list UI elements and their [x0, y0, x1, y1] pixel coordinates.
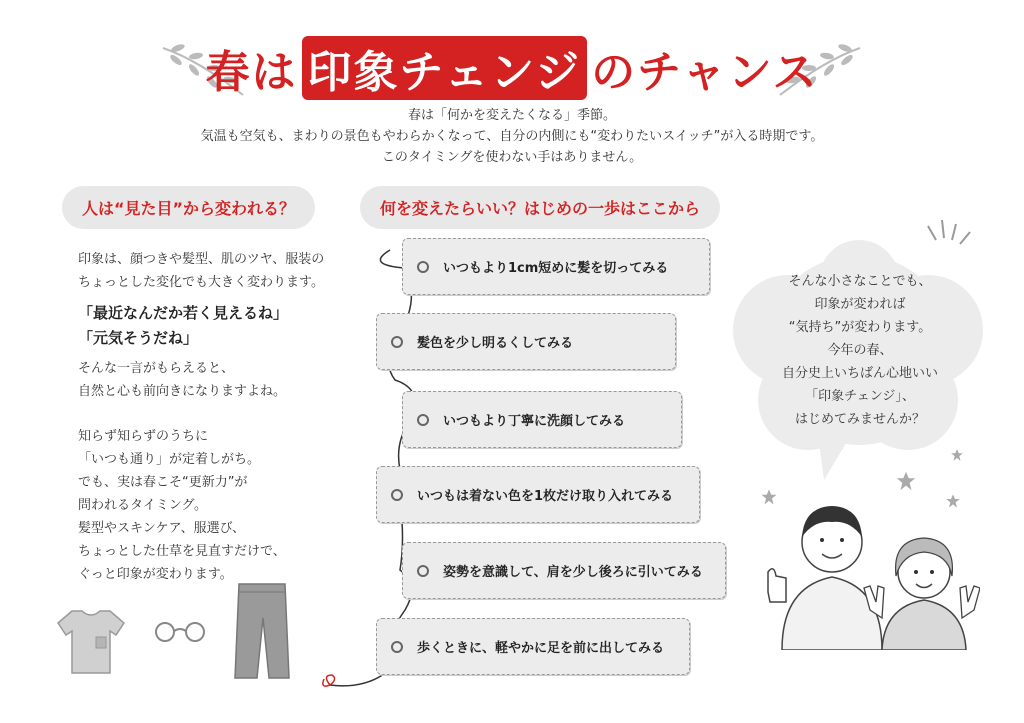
- title-part2: のチャンス: [591, 47, 819, 98]
- glasses-icon: [150, 620, 210, 645]
- people-illustration: [752, 492, 980, 650]
- step-text: 髪色を少し明るくしてみる: [417, 336, 574, 351]
- left-paragraph-1a: 印象は、顔つきや髪型、肌のツヤ、服装の: [78, 252, 325, 267]
- step-text: 歩くときに、軽やかに足を前に出してみる: [417, 641, 665, 656]
- tag-hole-icon: [391, 641, 403, 653]
- left-paragraph-1b: ちょっとした変化でも大きく変わります。: [78, 275, 324, 290]
- tag-hole-icon: [391, 336, 403, 348]
- sparkle-icon: [920, 218, 980, 248]
- intro-line-3: このタイミングを使わない手はありません。: [381, 150, 643, 165]
- tshirt-icon: [50, 605, 130, 680]
- left-p3-line: ちょっとした仕草を見直すだけで、: [78, 544, 286, 559]
- star-icon: [895, 470, 917, 492]
- title-highlight: 印象チェンジ: [302, 36, 588, 100]
- star-icon: [950, 448, 964, 462]
- tag-hole-icon: [391, 489, 403, 501]
- title-part1: 春は: [205, 47, 298, 98]
- cloud-message: [760, 270, 960, 431]
- left-paragraph-3: [78, 425, 348, 586]
- step-tag: [376, 313, 676, 370]
- quote-1: 「最近なんだか若く見えるね」: [78, 304, 289, 322]
- cloud-line: “気持ち”が変わります。: [788, 320, 932, 335]
- cloud-line: 「印象チェンジ」、: [805, 389, 915, 404]
- step-text: いつもより1cm短めに髪を切ってみる: [443, 261, 669, 276]
- tag-hole-icon: [417, 261, 429, 273]
- page-title: [0, 36, 1024, 100]
- left-p3-line: 知らず知らずのうちに: [78, 429, 209, 444]
- step-text: いつもは着ない色を1枚だけ取り入れてみる: [417, 489, 674, 504]
- intro-line-2: 気温も空気も、まわりの景色もやわらかくなって、自分の内側にも“変わりたいスイッチ”が入る時期です。: [200, 129, 824, 144]
- step-text: 姿勢を意識して、肩を少し後ろに引いてみる: [443, 565, 703, 580]
- step-text: いつもより丁寧に洗顔してみる: [443, 414, 626, 429]
- step-tag: [402, 391, 682, 448]
- cloud-line: そんな小さなことでも、: [788, 274, 932, 289]
- middle-section-heading: 何を変えたらいい？はじめの一歩はここから: [360, 186, 720, 229]
- step-tag: [402, 238, 710, 295]
- pants-icon: [225, 578, 295, 683]
- left-p3-line: 問われるタイミング。: [78, 498, 207, 513]
- step-tag: [376, 466, 700, 523]
- step-tag: [376, 618, 690, 675]
- tag-hole-icon: [417, 414, 429, 426]
- cloud-line: はじめてみませんか？: [794, 412, 925, 427]
- left-p3-line: でも、実は春こそ“更新力”が: [78, 475, 248, 490]
- left-p3-line: ぐっと印象が変わります。: [78, 567, 233, 582]
- left-section-heading: 人は“見た目”から変われる？: [62, 186, 315, 229]
- left-p3-line: 「いつも通り」が定着しがち。: [78, 452, 261, 467]
- tag-hole-icon: [417, 565, 429, 577]
- cloud-line: 自分史上いちばん心地いい: [781, 366, 938, 381]
- cloud-line: 印象が変われば: [814, 297, 906, 312]
- cloud-line: 今年の春、: [827, 343, 893, 358]
- quote-2: 「元気そうだね」: [78, 329, 199, 347]
- left-paragraph-2a: そんな一言がもらえると、: [78, 361, 235, 376]
- left-p3-line: 髪型やスキンケア、服選び、: [78, 521, 246, 536]
- step-tag: [402, 542, 726, 599]
- left-paragraph-2b: 自然と心も前向きになりますよね。: [78, 384, 287, 399]
- intro-line-1: 春は「何かを変えたくなる」季節。: [407, 108, 616, 123]
